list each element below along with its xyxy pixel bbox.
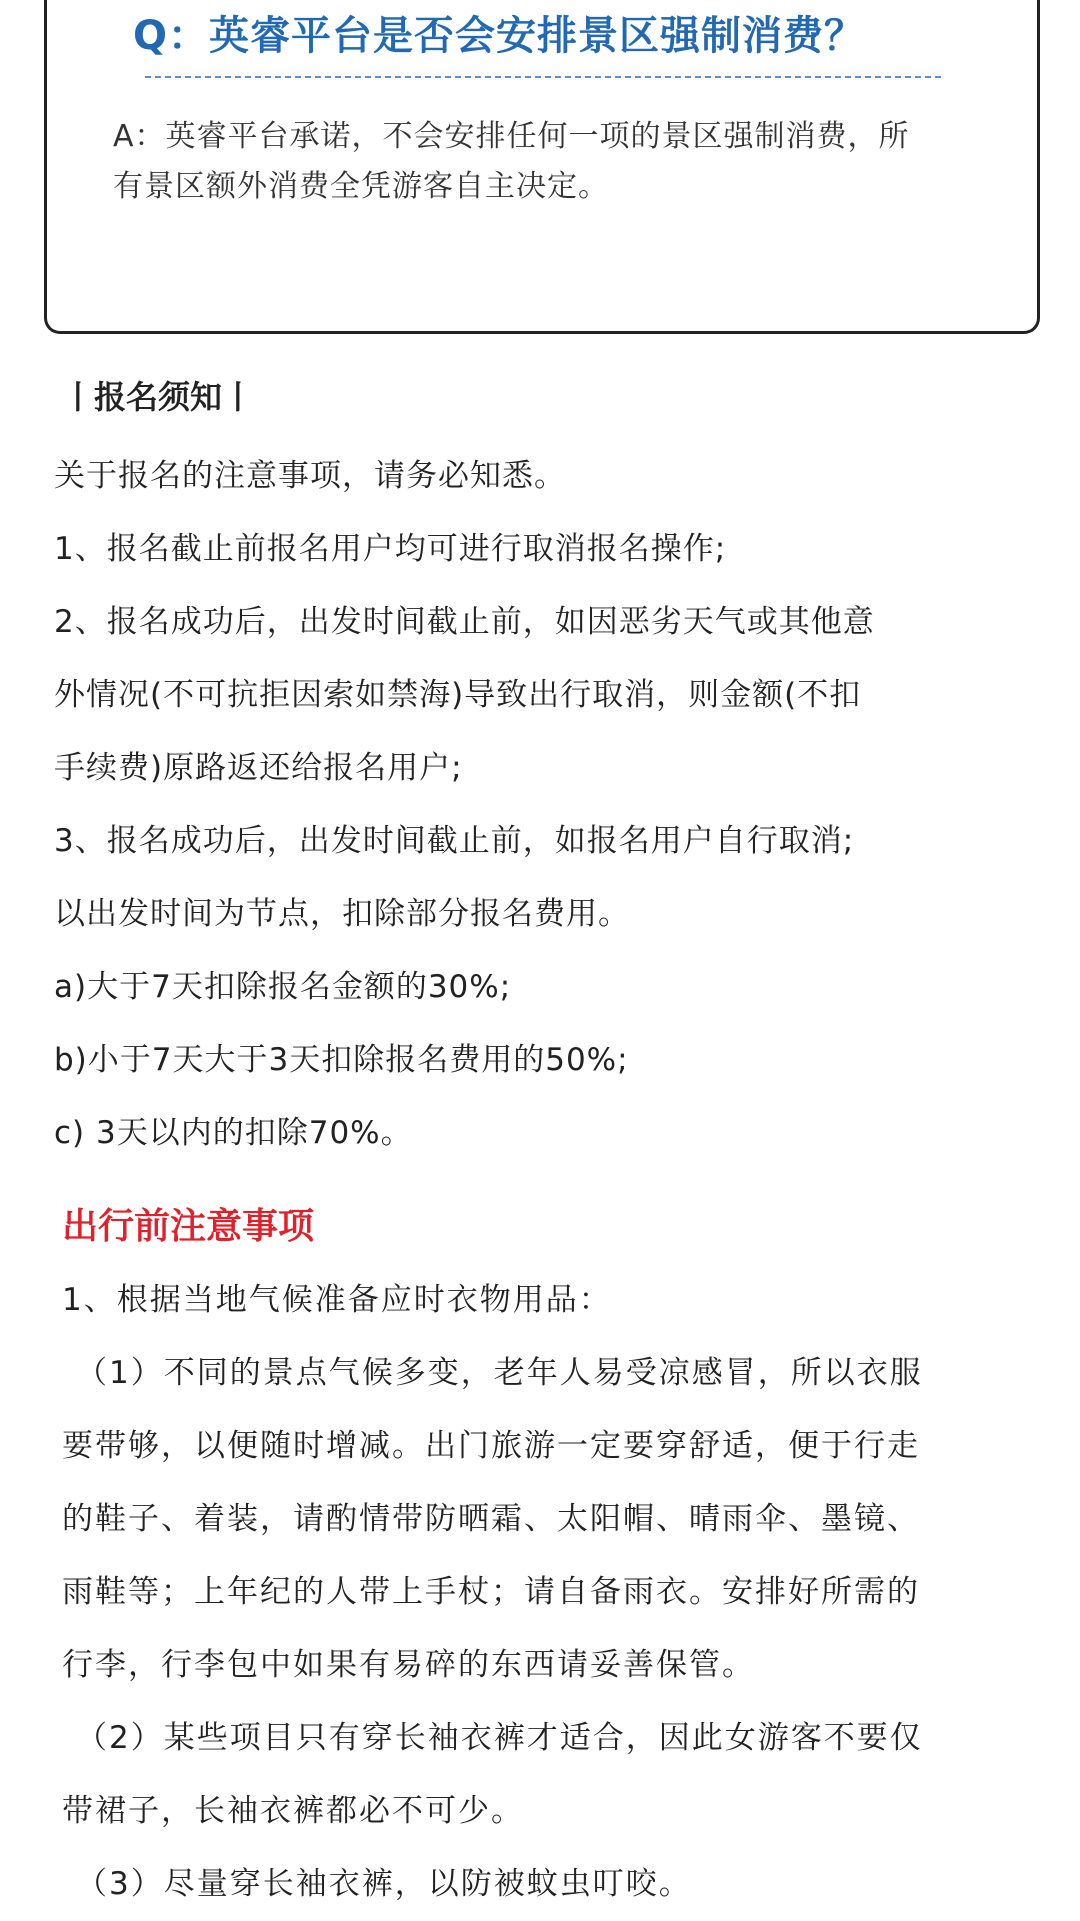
pretrip-line: 1、根据当地气候准备应时衣物用品： [62,1282,612,1318]
faq-card [44,0,1040,334]
pretrip-line: （3）尽量穿长袖衣裤，以防被蚊虫叮咬。 [76,1866,692,1902]
registration-line: 以出发时间为节点，扣除部分报名费用。 [54,896,630,932]
registration-list [54,440,1034,1170]
registration-title: 丨报名须知丨 [62,378,255,416]
faq-answer-line: 有景区额外消费全凭游客自主决定。 [113,169,609,204]
pretrip-line: 带裙子，长袖衣裤都必不可少。 [62,1793,524,1829]
pretrip-line: 要带够，以便随时增减。出门旅游一定要穿舒适，便于行走 [62,1428,920,1464]
registration-line: 1、报名截止前报名用户均可进行取消报名操作; [54,531,727,567]
faq-question: Q：英睿平台是否会安排景区强制消费？ [133,13,866,59]
pretrip-line: 行李，行李包中如果有易碎的东西请妥善保管。 [62,1647,755,1683]
registration-line: 外情况(不可抗拒因索如禁海)导致出行取消，则金额(不扣 [54,677,862,713]
pretrip-line: 雨鞋等；上年纪的人带上手杖；请自备雨衣。安排好所需的 [62,1574,920,1610]
registration-line: b)小于7天大于3天扣除报名费用的50%; [54,1042,629,1078]
pretrip-title: 出行前注意事项 [62,1206,315,1247]
pretrip-line: 的鞋子、着装，请酌情带防晒霜、太阳帽、晴雨伞、墨镜、 [62,1501,920,1537]
faq-answer-line: A：英睿平台承诺，不会安排任何一项的景区强制消费，所 [113,119,910,154]
faq-divider [145,76,941,78]
faq-answer [113,112,973,212]
pretrip-line: （1）不同的景点气候多变，老年人易受凉感冒，所以衣服 [76,1355,923,1391]
registration-line: 关于报名的注意事项，请务必知悉。 [54,458,566,494]
registration-line: c) 3天以内的扣除70%。 [54,1115,413,1151]
pretrip-list [62,1264,1042,1921]
registration-line: a)大于7天扣除报名金额的30%; [54,969,512,1005]
registration-line: 手续费)原路返还给报名用户; [54,750,463,786]
registration-line: 2、报名成功后，出发时间截止前，如因恶劣天气或其他意 [54,604,875,640]
registration-line: 3、报名成功后，出发时间截止前，如报名用户自行取消; [54,823,855,859]
pretrip-line: （2）某些项目只有穿长袖衣裤才适合，因此女游客不要仅 [76,1720,923,1756]
